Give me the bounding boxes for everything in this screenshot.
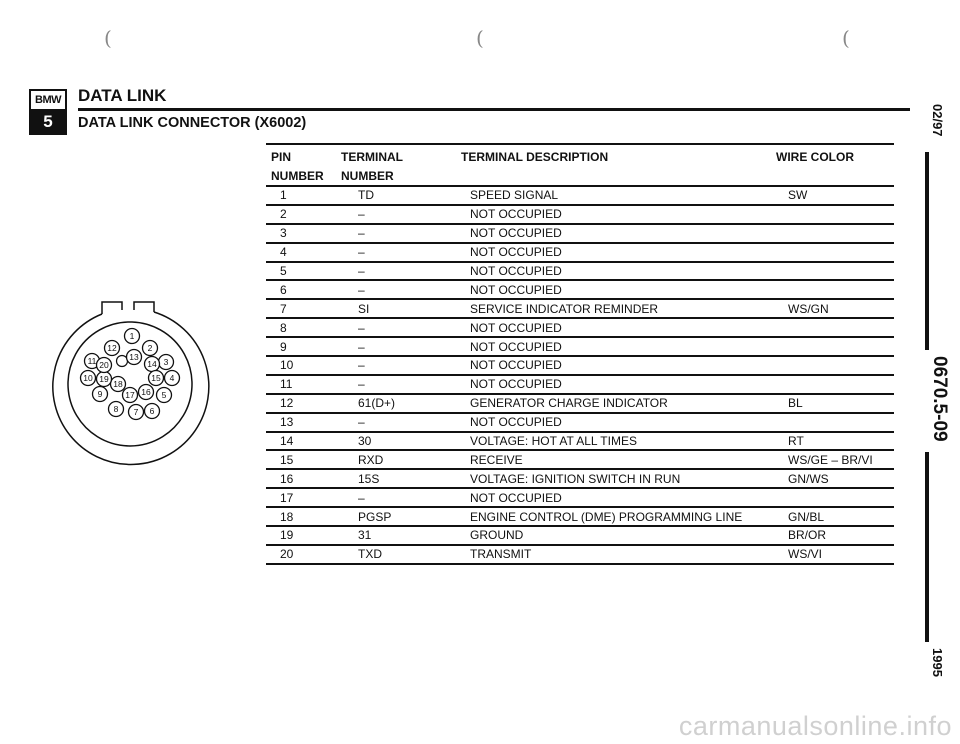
bmw-5-series-logo [29, 89, 67, 135]
table-row [266, 432, 894, 451]
punch-mark-left: ( [104, 26, 112, 50]
header-description: TERMINAL DESCRIPTION [461, 150, 609, 164]
connector-pin-label: 9 [97, 389, 103, 400]
connector-pin-label: 19 [99, 374, 109, 385]
connector-pin-label: 14 [147, 359, 157, 370]
pin-number: 16 [266, 469, 358, 488]
terminal-description: NOT OCCUPIED [470, 243, 788, 262]
pin-number: 17 [266, 488, 358, 507]
side-rule-2 [925, 452, 929, 642]
terminal-number: RXD [358, 450, 470, 469]
pin-number: 12 [266, 394, 358, 413]
terminal-description: NOT OCCUPIED [470, 356, 788, 375]
watermark-url: carmanualsonline.info [678, 711, 952, 741]
page-subtitle: DATA LINK CONNECTOR (X6002) [78, 115, 307, 131]
terminal-description: SERVICE INDICATOR REMINDER [470, 299, 788, 318]
terminal-number: 15S [358, 469, 470, 488]
terminal-description: NOT OCCUPIED [470, 413, 788, 432]
punch-mark-right: ( [842, 26, 850, 50]
terminal-number: – [358, 318, 470, 337]
connector-pin-label: 10 [83, 373, 93, 384]
connector-pin-label: 4 [169, 373, 175, 384]
terminal-number: – [358, 337, 470, 356]
connector-pin-label: 6 [149, 406, 155, 417]
table-row [266, 413, 894, 432]
pin-number: 5 [266, 262, 358, 281]
pin-number: 15 [266, 450, 358, 469]
terminal-description: NOT OCCUPIED [470, 205, 788, 224]
logo-series: 5 [31, 111, 65, 133]
wire-color: WS/GE – BR/VI [788, 450, 894, 469]
wire-color: SW [788, 186, 894, 205]
connector-pin-label: 2 [147, 343, 153, 354]
wire-color [788, 243, 894, 262]
wire-color [788, 375, 894, 394]
terminal-number: TD [358, 186, 470, 205]
table-row [266, 507, 894, 526]
terminal-number: – [358, 224, 470, 243]
wire-color [788, 318, 894, 337]
terminal-description: NOT OCCUPIED [470, 375, 788, 394]
table-row [266, 243, 894, 262]
table-row [266, 394, 894, 413]
wire-color: GN/WS [788, 469, 894, 488]
wire-color [788, 413, 894, 432]
terminal-description: GENERATOR CHARGE INDICATOR [470, 394, 788, 413]
terminal-description: TRANSMIT [470, 545, 788, 564]
connector-diagram [42, 296, 222, 476]
connector-pin-label: 13 [129, 352, 139, 363]
table-row [266, 186, 894, 205]
table-row [266, 299, 894, 318]
page-title: DATA LINK [78, 86, 167, 105]
wire-color [788, 488, 894, 507]
wire-color: WS/GN [788, 299, 894, 318]
terminal-description: RECEIVE [470, 450, 788, 469]
pin-number: 19 [266, 526, 358, 545]
terminal-description: NOT OCCUPIED [470, 280, 788, 299]
side-reference [909, 90, 950, 690]
terminal-number: – [358, 356, 470, 375]
header-pin-line1: PIN [271, 150, 292, 164]
terminal-number: – [358, 413, 470, 432]
table-row [266, 450, 894, 469]
connector-pin-label: 11 [87, 356, 97, 367]
table-row [266, 205, 894, 224]
punch-mark-center: ( [476, 26, 484, 50]
terminal-number: 61(D+) [358, 394, 470, 413]
header-terminal [341, 148, 403, 186]
terminal-number: PGSP [358, 507, 470, 526]
connector-pins [81, 329, 180, 420]
connector-key-notch [102, 302, 154, 314]
header-wire-color: WIRE COLOR [776, 150, 854, 164]
pin-number: 10 [266, 356, 358, 375]
connector-pin-label: 20 [99, 360, 109, 371]
connector-pin-label: 12 [107, 343, 117, 354]
pin-number: 11 [266, 375, 358, 394]
connector-pin-label: 8 [113, 404, 119, 415]
side-rule-1 [925, 152, 929, 350]
pin-number: 2 [266, 205, 358, 224]
pin-number: 14 [266, 432, 358, 451]
header-pin-line2: NUMBER [271, 169, 324, 183]
wire-color [788, 205, 894, 224]
terminal-number: – [358, 205, 470, 224]
side-document-code: 0670.5-09 [929, 356, 950, 442]
table-top-rule [266, 143, 894, 145]
pin-number: 6 [266, 280, 358, 299]
terminal-description: SPEED SIGNAL [470, 186, 788, 205]
table-row [266, 526, 894, 545]
terminal-description: NOT OCCUPIED [470, 318, 788, 337]
terminal-description: NOT OCCUPIED [470, 488, 788, 507]
pin-number: 18 [266, 507, 358, 526]
connector-pin-label: 1 [129, 331, 135, 342]
table-row [266, 262, 894, 281]
connector-pin-label: 5 [161, 390, 167, 401]
table-row [266, 375, 894, 394]
connector-pin-label: 16 [141, 387, 151, 398]
pin-number: 9 [266, 337, 358, 356]
connector-pin-label: 15 [151, 373, 161, 384]
connector-pin-label: 3 [163, 357, 169, 368]
wire-color [788, 356, 894, 375]
terminal-description: NOT OCCUPIED [470, 337, 788, 356]
wire-color [788, 262, 894, 281]
connector-pin-label: 17 [125, 390, 135, 401]
terminal-number: – [358, 280, 470, 299]
wire-color [788, 280, 894, 299]
header-terminal-line2: NUMBER [341, 169, 394, 183]
pin-number: 20 [266, 545, 358, 564]
table-row [266, 545, 894, 564]
terminal-number: 31 [358, 526, 470, 545]
terminal-number: – [358, 243, 470, 262]
wire-color [788, 337, 894, 356]
table-row [266, 356, 894, 375]
side-date: 02/97 [930, 104, 945, 137]
terminal-number: – [358, 375, 470, 394]
wire-color: BL [788, 394, 894, 413]
connector-center-key [117, 356, 128, 367]
wire-color: RT [788, 432, 894, 451]
header-terminal-line1: TERMINAL [341, 150, 403, 164]
title-rule [78, 108, 910, 111]
terminal-description: VOLTAGE: IGNITION SWITCH IN RUN [470, 469, 788, 488]
pin-number: 13 [266, 413, 358, 432]
terminal-description: NOT OCCUPIED [470, 224, 788, 243]
pin-table [266, 185, 894, 565]
side-year: 1995 [930, 648, 945, 677]
pin-number: 8 [266, 318, 358, 337]
table-row [266, 318, 894, 337]
table-row [266, 337, 894, 356]
terminal-description: GROUND [470, 526, 788, 545]
pin-number: 1 [266, 186, 358, 205]
terminal-number: – [358, 488, 470, 507]
pin-number: 3 [266, 224, 358, 243]
connector-pin-label: 7 [133, 407, 139, 418]
table-row [266, 488, 894, 507]
wire-color [788, 224, 894, 243]
terminal-number: – [358, 262, 470, 281]
terminal-number: 30 [358, 432, 470, 451]
connector-pin-label: 18 [113, 379, 123, 390]
table-row [266, 469, 894, 488]
terminal-description: NOT OCCUPIED [470, 262, 788, 281]
pin-number: 7 [266, 299, 358, 318]
wire-color: BR/OR [788, 526, 894, 545]
wire-color: GN/BL [788, 507, 894, 526]
wire-color: WS/VI [788, 545, 894, 564]
pin-number: 4 [266, 243, 358, 262]
logo-brand: BMW [31, 91, 65, 111]
terminal-description: ENGINE CONTROL (DME) PROGRAMMING LINE [470, 507, 788, 526]
table-row [266, 224, 894, 243]
terminal-number: SI [358, 299, 470, 318]
terminal-description: VOLTAGE: HOT AT ALL TIMES [470, 432, 788, 451]
header-pin [271, 148, 324, 186]
terminal-number: TXD [358, 545, 470, 564]
table-row [266, 280, 894, 299]
